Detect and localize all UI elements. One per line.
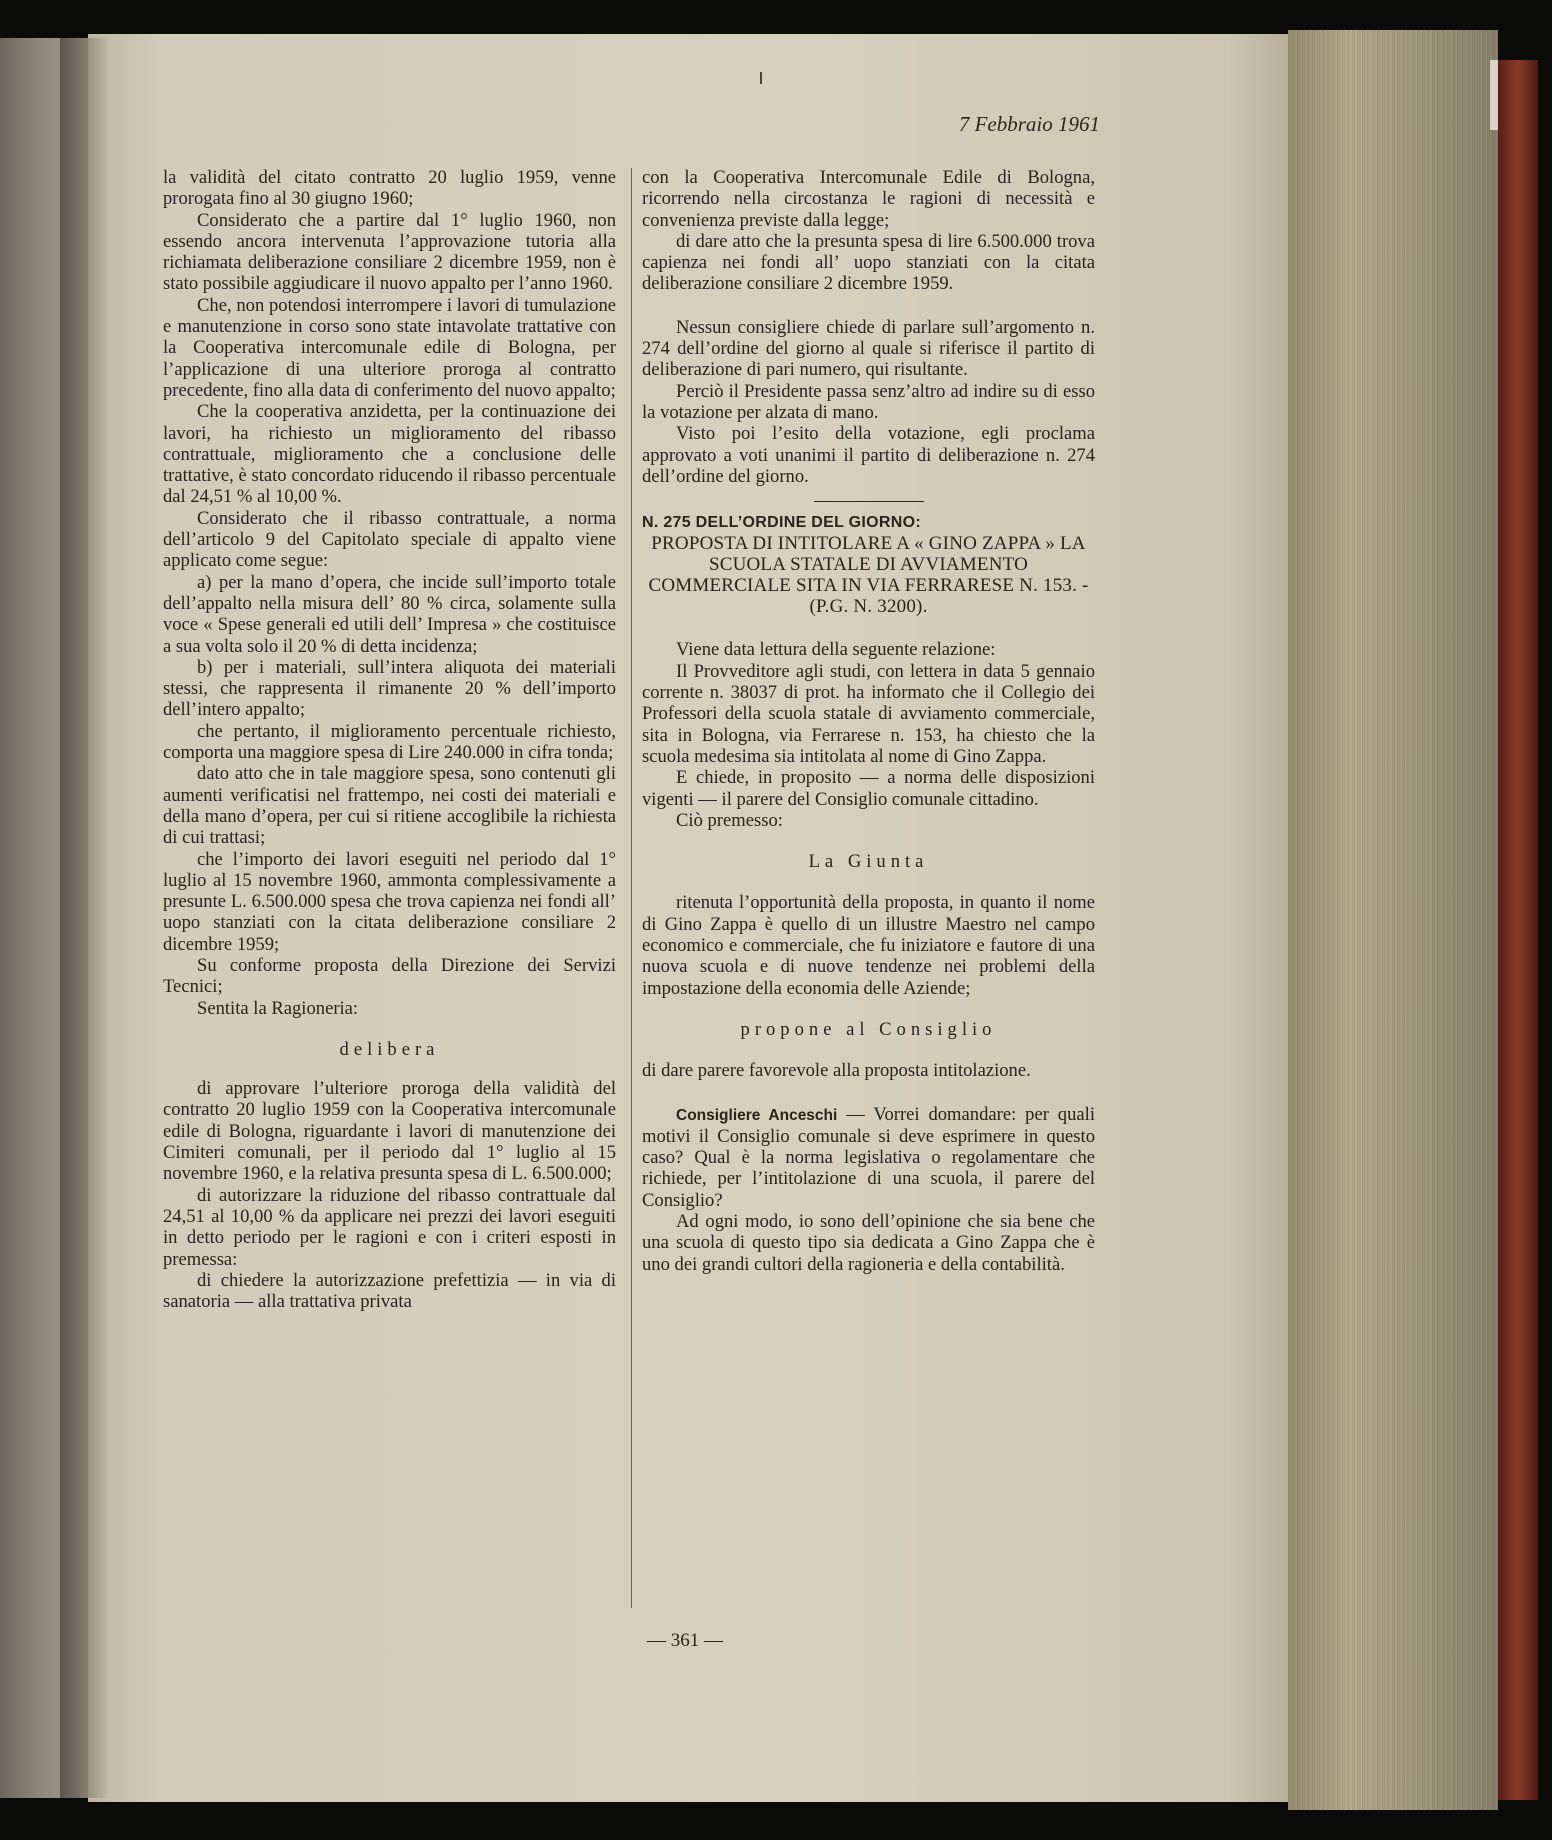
right-column bbox=[642, 167, 1095, 1275]
delibera-heading: delibera bbox=[339, 1038, 440, 1060]
paragraph: Visto poi l’esito della votazione, egli proclama approvato a voti unanimi il partito di deliberazione n. 274 dell’ordine del giorno. bbox=[642, 423, 1095, 487]
page-block-shadow bbox=[1288, 30, 1498, 1810]
paragraph: Che la cooperativa anzidetta, per la continuazione dei lavori, ha richiesto un miglioramento del ribasso contrattuale, miglioramento che a conclusione delle trattative, è stato concordato riducendo il ribasso percentuale dal 24,51 % al 10,00 %. bbox=[163, 401, 616, 508]
paragraph: di autorizzare la riduzione del ribasso contrattuale dal 24,51 al 10,00 % da applicare nei prezzi dei lavori eseguiti in detto periodo per le ragioni e con i criteri esposti in premessa: bbox=[163, 1184, 616, 1270]
column-divider bbox=[631, 168, 632, 1608]
paragraph: la validità del citato contratto 20 luglio 1959, venne prorogata fino al 30 giugno 1960; bbox=[163, 167, 616, 210]
paragraph: Considerato che il ribasso contrattuale, a norma dell’articolo 9 del Capitolato speciale di appalto viene applicato come segue: bbox=[163, 507, 616, 572]
giunta-heading: La Giunta bbox=[808, 851, 929, 873]
book-gutter-shadow bbox=[60, 38, 110, 1798]
marbled-cover bbox=[1498, 60, 1538, 1800]
running-head-date: 7 Febbraio 1961 bbox=[958, 112, 1100, 136]
paragraph: ritenuta l’opportunità della proposta, in quanto il nome di Gino Zappa è quello di un illustre Maestro nel campo economico e commerciale, che fu iniziatore e fautore di una nuova scuola e di nuove tendenze nei problemi della impostazione della economia delle Aziende; bbox=[642, 892, 1095, 999]
paragraph: Perciò il Presidente passa senz’altro ad indire su di esso la votazione per alzata di mano. bbox=[642, 380, 1095, 423]
paragraph: Che, non potendosi interrompere i lavori di tumulazione e manutenzione in corso sono state intavolate trattative con la Cooperativa intercomunale edile di Bologna, per l’applicazione di una ulteriore proroga al contratto precedente, fino alla data di conferimento del nuovo appalto; bbox=[163, 294, 616, 401]
paragraph: a) per la mano d’opera, che incide sull’importo totale dell’appalto nella misura dell’ 80 % circa, solamente sulla voce « Spese generali ed utili dell’ Impresa » che costituisce a sua volta solo il 20 % di detta incidenza; bbox=[163, 571, 616, 657]
paragraph: che l’importo dei lavori eseguiti nel periodo dal 1° luglio al 15 novembre 1960, ammonta complessivamente a presunte L. 6.500.000 spesa che trova capienza nei fondi all’ uopo stanziati con la citata deliberazione consiliare 2 dicembre 1959; bbox=[163, 848, 616, 955]
page-number: — 361 — bbox=[647, 1630, 723, 1651]
paragraph: Il Provveditore agli studi, con lettera in data 5 gennaio corrente n. 38037 di prot. ha informato che il Collegio dei Professori della scuola statale di avviamento commerciale, sita in Bologna, via Ferrarese n. 153, ha chiesto che la scuola medesima sia intitolata al nome di Gino Zappa. bbox=[642, 660, 1095, 767]
left-column bbox=[163, 167, 616, 1312]
paragraph: di chiedere la autorizzazione prefettizia — in via di sanatoria — alla trattativa privata bbox=[163, 1269, 616, 1313]
paragraph: E chiede, in proposito — a norma delle disposizioni vigenti — il parere del Consiglio comunale cittadino. bbox=[642, 767, 1095, 810]
paragraph: dato atto che in tale maggiore spesa, sono contenuti gli aumenti verificatisi nel frattempo, nei costi dei materiali e della mano d’opera, per cui si ritiene accoglibile la richiesta di cui trattasi; bbox=[163, 763, 616, 849]
speaker-name: Consigliere Anceschi bbox=[676, 1106, 838, 1124]
paragraph: con la Cooperativa Intercomunale Edile di Bologna, ricorrendo nella circostanza le ragioni di necessità e convenienza previste dalla legge; bbox=[642, 167, 1095, 231]
speaker-text: — Vorrei domandare: per quali motivi il Consiglio comunale si deve esprimere in questo caso? Qual è la norma legislativa o regolamentare che richiede, per l’intitolazione di una scuola, il parere del Consiglio? bbox=[642, 1103, 1095, 1211]
paragraph: di approvare l’ulteriore proroga della validità del contratto 20 luglio 1959 con la Cooperativa intercomunale edile di Bologna, riguardante i lavori di manutenzione dei Cimiteri comunali, per il periodo dal 1° luglio al 15 novembre 1960, e la relativa presunta spesa di L. 6.500.000; bbox=[163, 1078, 616, 1185]
section-rule bbox=[814, 501, 924, 502]
speaker-paragraph bbox=[642, 1104, 1095, 1211]
agenda-item-title: PROPOSTA DI INTITOLARE A « GINO ZAPPA » LA SCUOLA STATALE DI AVVIAMENTO COMMERCIALE SITA IN VIA FERRARESE N. 153. - (P.G. N. 3200). bbox=[648, 533, 1089, 618]
paragraph: che pertanto, il miglioramento percentuale richiesto, comporta una maggiore spesa di Lire 240.000 in cifra tonda; bbox=[163, 720, 616, 764]
paragraph: Considerato che a partire dal 1° luglio 1960, non essendo ancora intervenuta l’approvazione tutoria alla richiamata deliberazione consiliare 2 dicembre 1959, non è stato possibile aggiudicare il nuovo appalto per l’anno 1960. bbox=[163, 209, 616, 295]
paragraph: di dare parere favorevole alla proposta intitolazione. bbox=[642, 1060, 1031, 1082]
paragraph: b) per i materiali, sull’intera aliquota dei materiali stessi, che rappresenta il rimanente 20 % dell’importo dell’intero appalto; bbox=[163, 656, 616, 721]
paragraph: di dare atto che la presunta spesa di lire 6.500.000 trova capienza nei fondi all’ uopo stanziati con la citata deliberazione consiliare 2 dicembre 1959. bbox=[642, 230, 1095, 295]
paragraph: Ciò premesso: bbox=[676, 809, 783, 831]
paragraph: Su conforme proposta della Direzione dei Servizi Tecnici; bbox=[163, 954, 616, 998]
paragraph: Viene data lettura della seguente relazione: bbox=[676, 639, 996, 661]
propone-heading: propone al Consiglio bbox=[740, 1018, 997, 1040]
paragraph: Sentita la Ragioneria: bbox=[197, 997, 359, 1019]
page-mark bbox=[760, 72, 762, 84]
agenda-item-heading: N. 275 DELL’ORDINE DEL GIORNO: bbox=[642, 514, 921, 532]
paragraph: Ad ogni modo, io sono dell’opinione che sia bene che una scuola di questo tipo sia dedicata a Gino Zappa che è uno dei grandi cultori della ragioneria e della contabilità. bbox=[642, 1210, 1095, 1275]
paragraph: Nessun consigliere chiede di parlare sull’argomento n. 274 dell’ordine del giorno al quale si riferisce il partito di deliberazione di pari numero, qui risultante. bbox=[642, 316, 1095, 381]
